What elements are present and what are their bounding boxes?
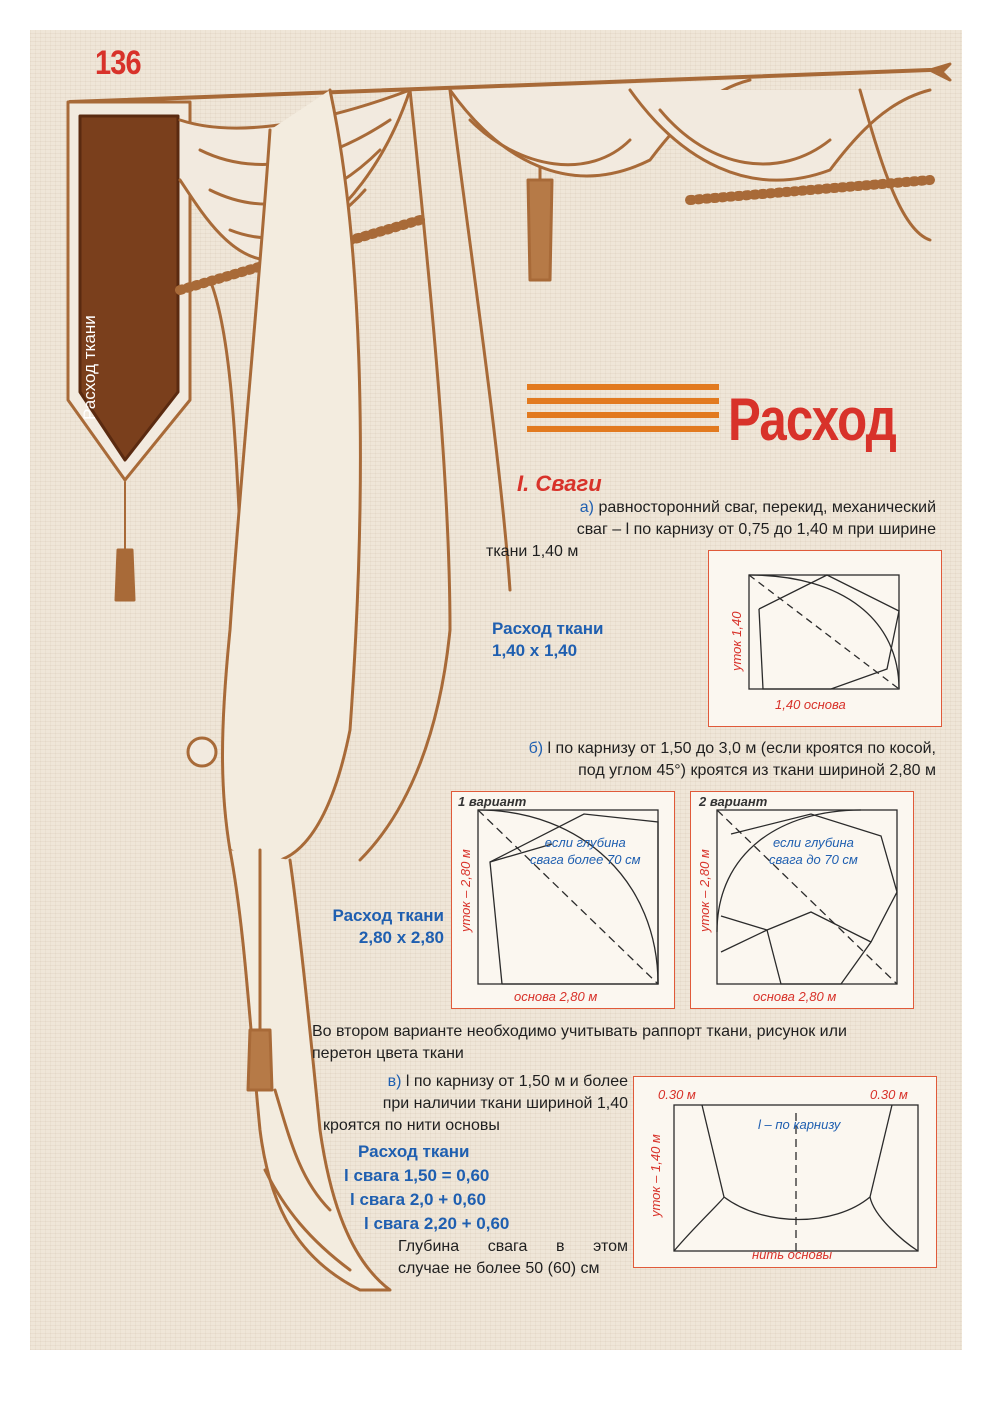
- consumption-c-row2: l свага 2,0 + 0,60: [350, 1190, 486, 1209]
- depth-note-line1: Глубина свага в этом: [398, 1238, 628, 1255]
- variant1-title: 1 вариант: [458, 794, 527, 809]
- note-second-variant-line1: Во втором варианте необходимо учитывать раппорт ткани, рисунок или: [312, 1023, 847, 1040]
- page-title: Расход: [728, 386, 897, 453]
- item-c-marker: в): [387, 1073, 402, 1090]
- variant1-note: [530, 834, 640, 868]
- diagram-c: [633, 1076, 937, 1268]
- item-c-line2: при наличии ткани шириной 1,40: [382, 1095, 628, 1112]
- item-a-line3: ткани 1,40 м: [486, 543, 579, 560]
- item-a-line1: равносторонний сваг, перекид, механический: [598, 499, 936, 516]
- consumption-b: [324, 905, 444, 949]
- consumption-a-value: 1,40 х 1,40: [492, 641, 578, 660]
- diagram-c-left-corner: 0.30 м: [658, 1087, 696, 1102]
- item-c-line3: кроятся по нити основы: [323, 1117, 500, 1134]
- consumption-a-label: Расход ткани: [492, 619, 604, 638]
- depth-note-line2: случае не более 50 (60) см: [398, 1260, 600, 1277]
- item-c-text: [300, 1071, 628, 1115]
- variant1-note-line2: свага более 70 см: [530, 852, 641, 867]
- variant2-title: 2 вариант: [699, 794, 768, 809]
- consumption-c-row1: l свага 1,50 = 0,60: [344, 1166, 490, 1185]
- title-stripes: [527, 384, 719, 440]
- item-b-text: [380, 738, 936, 782]
- section-title: I. Сваги: [517, 471, 602, 496]
- banner-label: Расход ткани: [80, 315, 99, 420]
- variant1-note-line1: если глубина: [544, 835, 626, 850]
- variant1-bottom-label: основа 2,80 м: [514, 989, 598, 1004]
- variant1-left-label: уток – 2,80 м: [458, 849, 473, 932]
- diagram-variant2: [690, 791, 914, 1009]
- variant2-note-line2: свага до 70 см: [769, 852, 858, 867]
- diagram-variant1: [451, 791, 675, 1009]
- consumption-b-label: Расход ткани: [332, 906, 444, 925]
- variant2-note: [769, 834, 858, 868]
- diagram-c-right-corner: 0.30 м: [870, 1087, 908, 1102]
- item-b-line2: под углом 45°) кроятся из ткани шириной 2,80 м: [578, 762, 936, 779]
- note-second-variant: [312, 1021, 952, 1065]
- item-c-line1: l по карнизу от 1,50 м и более: [405, 1073, 628, 1090]
- item-a-line2: сваг – l по карнизу от 0,75 до 1,40 м при ширине: [576, 521, 936, 538]
- variant2-bottom-label: основа 2,80 м: [753, 989, 837, 1004]
- consumption-a: [492, 618, 604, 662]
- item-b-line1: l по карнизу от 1,50 до 3,0 м (если кроятся по косой,: [547, 740, 936, 757]
- consumption-c-row3: l свага 2,20 + 0,60: [364, 1214, 510, 1233]
- consumption-c-label: Расход ткани: [358, 1142, 470, 1161]
- variant2-left-label: уток – 2,80 м: [697, 849, 712, 932]
- variant2-note-line1: если глубина: [772, 835, 854, 850]
- diagram-a-bottom-label: 1,40 основа: [775, 697, 846, 712]
- item-a-text: [470, 497, 936, 541]
- consumption-b-value: 2,80 х 2,80: [358, 928, 444, 947]
- item-b-marker: б): [528, 740, 544, 757]
- diagram-c-left-label: уток – 1,40 м: [648, 1134, 663, 1217]
- depth-note: [398, 1236, 628, 1280]
- page-number: 136: [95, 44, 141, 82]
- diagram-a-left-label: уток 1,40: [729, 611, 744, 671]
- item-a-marker: а): [579, 499, 595, 516]
- diagram-c-top-label: l – по карнизу: [758, 1117, 841, 1132]
- diagram-c-bottom-label: нить основы: [752, 1247, 833, 1262]
- note-second-variant-line2: перетон цвета ткани: [312, 1045, 464, 1062]
- consumption-c: [344, 1140, 510, 1236]
- diagram-a: [708, 550, 942, 727]
